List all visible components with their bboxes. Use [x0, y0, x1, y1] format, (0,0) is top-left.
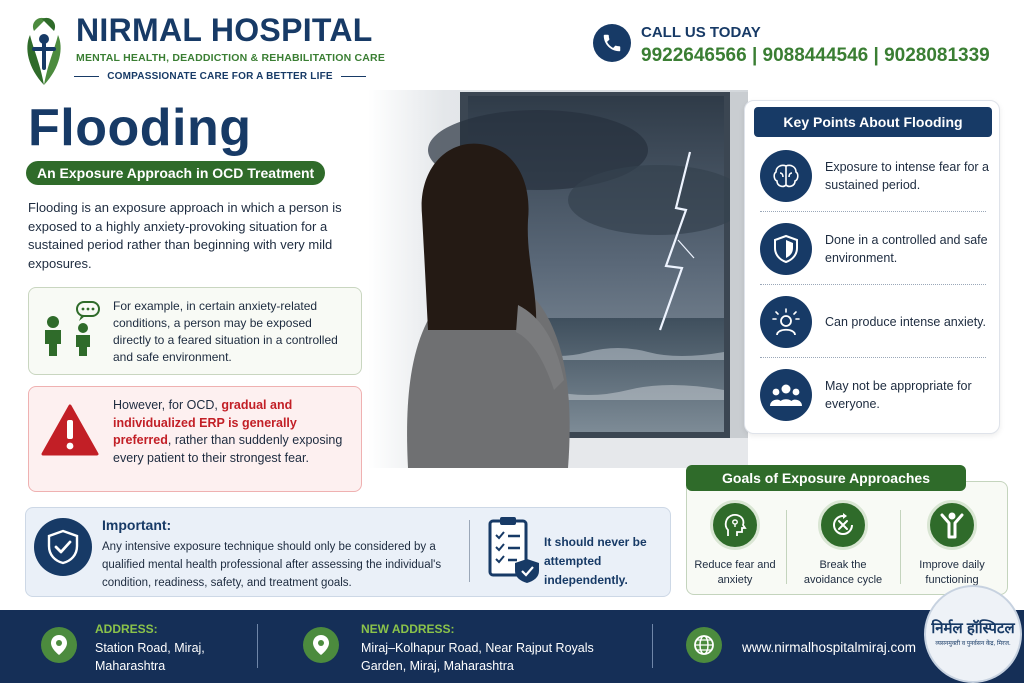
goals-title: Goals of Exposure Approaches: [686, 465, 966, 491]
warning-card: [28, 386, 362, 492]
goal-label: Reduce fear and anxiety: [694, 559, 776, 586]
key-point-text: Exposure to intense fear for a sustained period.: [825, 160, 989, 192]
calm-head-icon: [710, 500, 760, 550]
group-icon: [760, 369, 812, 421]
tagline-rule-right: [341, 76, 366, 78]
hospital-subtitle: MENTAL HEALTH, DEADDICTION & REHABILITATION CARE: [76, 52, 386, 64]
new-address-label: NEW ADDRESS:: [361, 622, 455, 636]
goal-label: Improve daily functioning: [919, 559, 985, 586]
cycle-icon: [818, 500, 868, 550]
website-link[interactable]: www.nirmalhospitalmiraj.com: [742, 640, 917, 655]
key-point-item: [760, 220, 996, 278]
footer-divider: [652, 624, 653, 668]
goal-label: Break the avoidance cycle: [803, 559, 883, 586]
warning-text-tail: , rather than suddenly exposing every patient to their strongest fear.: [113, 433, 343, 465]
key-point-item: [760, 293, 996, 351]
key-point-divider: [760, 357, 986, 358]
tagline-rule-left: [74, 76, 99, 78]
thriving-person-icon: [927, 500, 977, 550]
stamp-name: निर्मल हॉस्पिटल: [931, 620, 1015, 637]
new-address-text: Miraj–Kolhapur Road, Near Rajput Royals Garden, Miraj, Maharashtra: [361, 641, 594, 673]
goal-divider: [786, 510, 787, 584]
anxious-person-icon: [760, 296, 812, 348]
brain-icon: [760, 150, 812, 202]
key-point-divider: [760, 284, 986, 285]
hospital-logo-icon: [20, 13, 68, 88]
location-pin-icon: [41, 627, 77, 663]
globe-icon: [686, 627, 722, 663]
key-points-title: Key Points About Flooding: [754, 107, 992, 137]
key-point-item: [760, 366, 996, 424]
key-point-item: [760, 147, 996, 205]
tagline-text: COMPASSIONATE CARE FOR A BETTER LIFE: [107, 71, 333, 82]
shield-icon: [760, 223, 812, 275]
phone-icon[interactable]: [593, 24, 631, 62]
shield-check-icon: [34, 518, 92, 576]
checklist-icon: [487, 515, 541, 585]
new-location-pin-icon: [303, 627, 339, 663]
key-point-divider: [760, 211, 986, 212]
phone-numbers[interactable]: 9922646566 | 9088444546 | 9028081339: [641, 45, 990, 66]
hospital-name: NIRMAL HOSPITAL: [76, 12, 373, 48]
erp-highlight: gradual and individualized ERP is generally preferred: [113, 398, 297, 447]
address-text: Station Road, Miraj, Maharashtra: [95, 641, 205, 673]
important-text: Any intensive exposure technique should only be considered by a qualified mental health professional after assessing the individual's condition, readiness, safety, and treatment goals.: [102, 541, 442, 589]
stamp-subtitle: व्यसनमुक्ती व पुनर्वसन केंद्र, मिरज.: [935, 641, 1011, 647]
page-title: Flooding: [28, 99, 252, 157]
goal-item: [904, 500, 1000, 588]
hospital-stamp-logo: [924, 585, 1022, 683]
warning-text: [113, 397, 353, 467]
woman-at-window-photo: [368, 90, 748, 468]
example-card: [28, 287, 362, 375]
warning-text-lead: However, for OCD,: [113, 398, 222, 412]
therapy-conversation-icon: [39, 300, 105, 360]
goal-item: [687, 500, 783, 588]
intro-paragraph: Flooding is an exposure approach in which a person is exposed to a highly anxiety-provoking situation for a sustained period rather than beginning with very mild exposures.: [28, 200, 342, 271]
never-independent-note: It should never be attempted independently.: [544, 535, 647, 587]
key-point-text: Can produce intense anxiety.: [825, 315, 986, 329]
key-point-text: May not be appropriate for everyone.: [825, 379, 972, 411]
example-text: For example, in certain anxiety-related conditions, a person may be exposed directly to a feared situation in a controlled and safe environment.: [113, 299, 338, 364]
warning-icon: [41, 403, 99, 457]
key-point-text: Done in a controlled and safe environment.: [825, 233, 988, 265]
address-label: ADDRESS:: [95, 622, 158, 636]
subtitle-pill: An Exposure Approach in OCD Treatment: [26, 161, 325, 185]
footer-divider: [257, 624, 258, 668]
important-title: Important:: [102, 517, 172, 533]
goal-divider: [900, 510, 901, 584]
important-divider: [469, 520, 470, 582]
call-us-label: CALL US TODAY: [641, 24, 761, 41]
tagline: [74, 71, 366, 82]
goal-item: [795, 500, 891, 588]
